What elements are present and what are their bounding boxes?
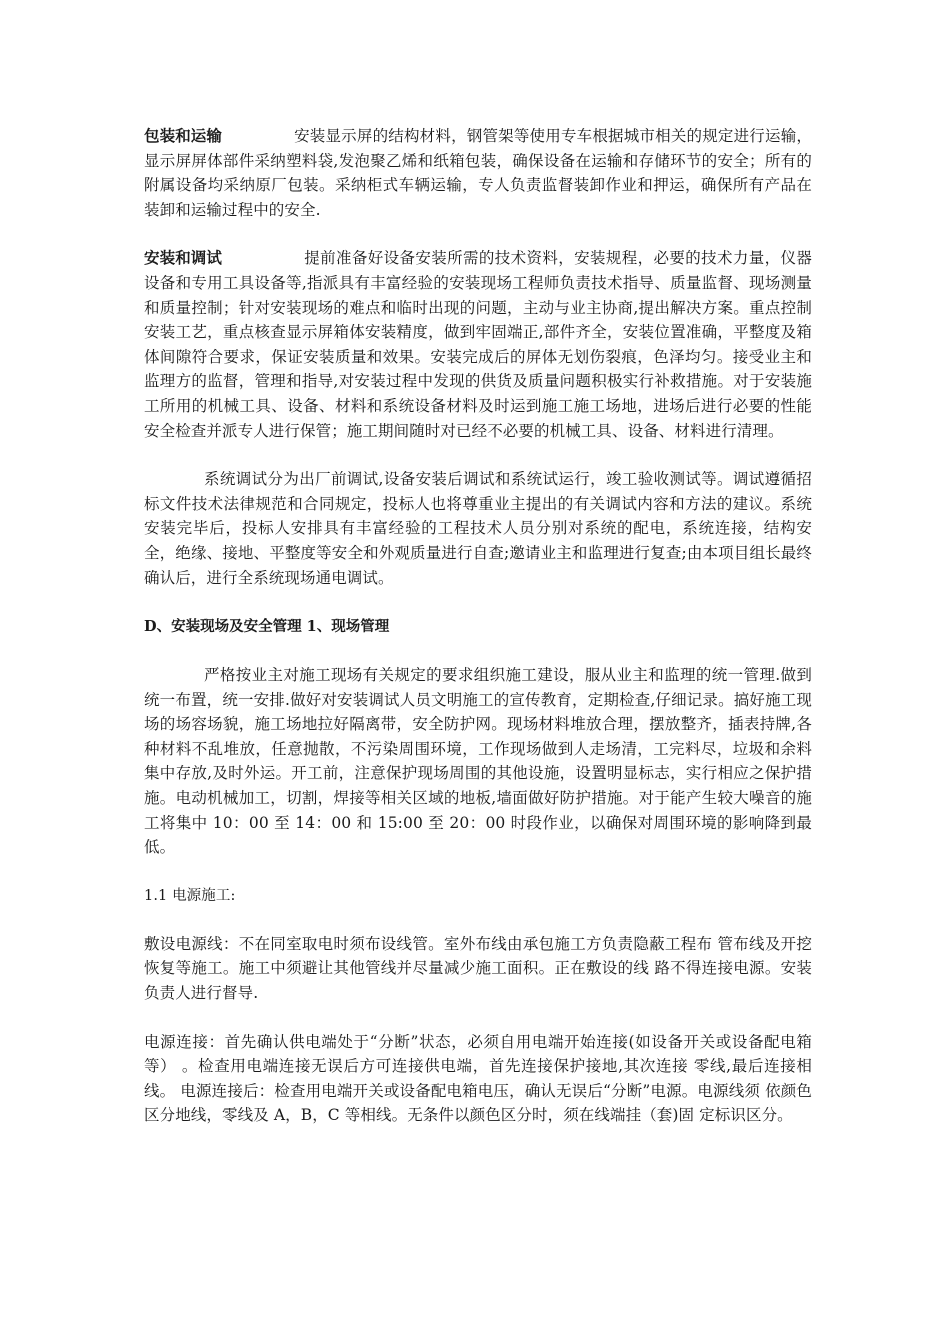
- packing-heading: 包装和运输: [144, 126, 223, 145]
- document-page: [144, 124, 812, 1128]
- site-paragraph: 严格按业主对施工现场有关规定的要求组织施工建设，服从业主和监理的统一管理.做到统一布置，统一安排.做好对安装调试人员文明施工的宣传教育，定期检查,仔细记录。搞好施工现场的场容场貌，施工场地拉好隔离带，安全防护网。现场材料堆放合理，摆放整齐，插表持牌,各种材料不乱堆放，任意抛散，不污染周围环境，工作现场做到人走场清，工完料尽，垃圾和余料集中存放,及时外运。开工前，注意保护现场周围的其他设施，设置明显标志，实行相应之保护措施。电动机械加工，切割，焊接等相关区域的地板,墙面做好防护措施。对于能产生较大噪音的施工将集中 10：00 至 14：00 和 15:00 至 20：00 时段作业，以确保对周围环境的影响降到最低。: [144, 666, 812, 857]
- packing-paragraph: [144, 124, 812, 222]
- install-heading: 安装和调试: [144, 248, 223, 268]
- install-body: 提前准备好设备安装所需的技术资料，安装规程，必要的技术力量，仪器设备和专用工具设备等,指派具有丰富经验的安装现场工程师负责技术指导、质量监督、现场测量和质量控制；针对安装现场的难点和临时出现的问题，主动与业主协商,提出解决方案。重点控制安装工艺，重点核查显示屏箱体安装精度，做到牢固端正,部件齐全，安装位置准确，平整度及箱体间隙符合要求，保证安装质量和效果。安装完成后的屏体无划伤裂痕，色泽均匀。接受业主和监理方的监督，管理和指导,对安装过程中发现的供货及质量问题积极实行补救措施。对于安装施工所用的机械工具、设备、材料和系统设备材料及时运到施工施工场地，进场后进行必要的性能安全检查并派专人进行保管；施工期间随时对已经不必要的机械工具、设备、材料进行清理。: [144, 249, 812, 440]
- site-heading: D、安装现场及安全管理 1、现场管理: [144, 618, 390, 636]
- power-connect-paragraph: 电源连接：首先确认供电端处于“分断”状态，必须自用电端开始连接(如设备开关或设备配电箱等） 。检查用电端连接无误后方可连接供电端，首先连接保护接地,其次连接 零线,最后连接相线。 电源连接后：检查用电端开关或设备配电箱电压，确认无误后“分断”电源。电源线须 依颜色区分地线，零线及 A，B，C 等相线。无条件以颜色区分时，须在线端挂（套)固 定标识区分。: [144, 1032, 812, 1125]
- debug-paragraph: 系统调试分为出厂前调试,设备安装后调试和系统试运行，竣工验收测试等。调试遵循招标文件技术法律规范和合同规定，投标人也将尊重业主提出的有关调试内容和方法的建议。系统安装完毕后，投标人安排具有丰富经验的工程技术人员分别对系统的配电，系统连接，结构安全，绝缘、接地、平整度等安全和外观质量进行自查;邀请业主和监理进行复查;由本项目组长最终确认后，进行全系统现场通电调试。: [144, 470, 812, 587]
- packing-body: 安装显示屏的结构材料，钢管架等使用专车根据城市相关的规定进行运输，显示屏屏体部件采纳塑料袋,发泡聚乙烯和纸箱包装，确保设备在运输和存储环节的安全；所有的附属设备均采纳原厂包装。采纳柜式车辆运输，专人负责监督装卸作业和押运，确保所有产品在装卸和运输过程中的安全.: [144, 127, 812, 219]
- install-paragraph: [144, 246, 812, 443]
- power-heading: 1.1 电源施工:: [144, 887, 236, 904]
- power-laying-paragraph: 敷设电源线：不在同室取电时须布设线管。室外布线由承包施工方负责隐蔽工程布 管布线及开挖恢复等施工。施工中须避让其他管线并尽量减少施工面积。正在敷设的线 路不得连接电源。安装负责人进行督导.: [144, 934, 812, 1003]
